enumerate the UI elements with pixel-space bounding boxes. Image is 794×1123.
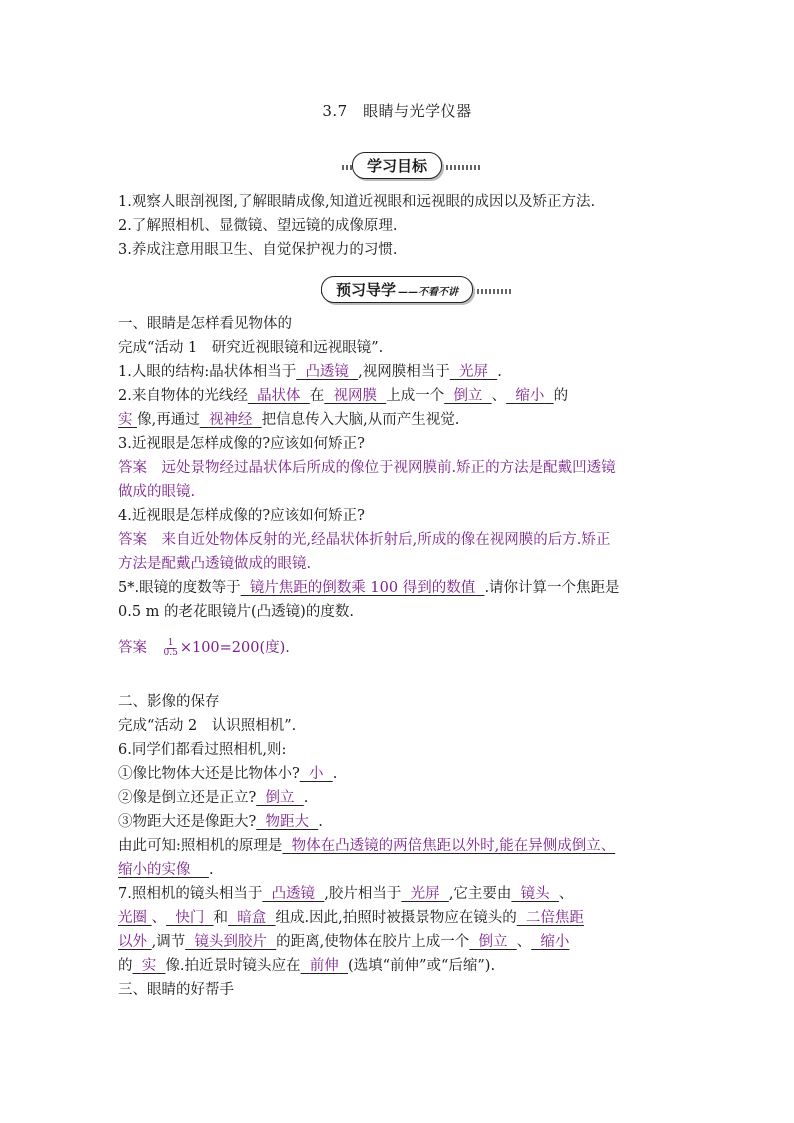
question-5 bbox=[118, 576, 678, 600]
text: . bbox=[497, 364, 502, 380]
answer-blank: 倒立 bbox=[265, 790, 295, 806]
answer-blank: 光屏 bbox=[410, 886, 440, 902]
answer-blank: 镜头 bbox=[520, 886, 550, 902]
answer-3-cont: 做成的眼镜. bbox=[118, 484, 196, 500]
text: 把信息传入大脑,从而产生视觉. bbox=[261, 412, 460, 428]
activity-line: 完成“活动 2 认识照相机”. bbox=[118, 718, 297, 734]
answer-label: 答案 bbox=[118, 460, 147, 476]
answer-blank: 凸透镜 bbox=[271, 886, 316, 902]
question-6-item: ②像是倒立还是正立? 倒立 . bbox=[118, 790, 309, 806]
answer-blank: 实 bbox=[118, 412, 133, 428]
answer-blank: 镜头到胶片 bbox=[194, 934, 267, 950]
learning-goals-banner bbox=[352, 152, 442, 178]
answer-label: 答案 bbox=[118, 532, 147, 548]
answer-blank: 缩小 bbox=[540, 934, 570, 950]
question-6: 6.同学们都看过照相机,则: bbox=[118, 742, 287, 758]
answer-blank: 光圈 bbox=[118, 910, 147, 926]
answer-blank: 镜片焦距的倒数乘 100 得到的数值 bbox=[249, 580, 476, 596]
page-title: 3.7 眼睛与光学仪器 bbox=[322, 102, 472, 120]
question-7-cont: 的 实 像.拍近景时镜头应在 前伸 (选填“前伸”或“后缩”). bbox=[118, 958, 496, 974]
question-2 bbox=[118, 384, 678, 408]
text: 上成一个 bbox=[386, 388, 445, 404]
answer-blank: 暗盒 bbox=[237, 910, 267, 926]
answer-5 bbox=[118, 636, 678, 660]
question-7-cont: 以外 ,调节 镜头到胶片 的距离,使物体在胶片上成一个 倒立 、 缩小 bbox=[118, 934, 570, 950]
answer-blank: 前伸 bbox=[309, 958, 339, 974]
section-1 bbox=[118, 312, 678, 660]
answer-label: 答案 bbox=[118, 640, 147, 656]
question-7: 7.照相机的镜头相当于 凸透镜 ,胶片相当于 光屏 ,它主要由 镜头 、 bbox=[118, 886, 574, 902]
question-6-item: ①像比物体大还是比物体小? 小 . bbox=[118, 766, 338, 782]
section-2 bbox=[118, 690, 678, 1002]
answer-text: 来自近处物体反射的光,经晶状体折射后,所成的像在视网膜的后方.矫正 bbox=[161, 532, 611, 548]
answer-blank: 小 bbox=[309, 766, 324, 782]
question-2-cont bbox=[118, 408, 678, 432]
answer-blank: 二倍焦距 bbox=[525, 910, 584, 926]
banner-label bbox=[321, 276, 473, 303]
banner-sub-text: ——不看不讲 bbox=[398, 287, 459, 298]
answer-blank: 缩小的实像 bbox=[118, 862, 191, 878]
answer-blank: 实 bbox=[141, 958, 157, 974]
answer-text: 远处景物经过晶状体后所成的像位于视网膜前.矫正的方法是配戴凹透镜 bbox=[161, 460, 616, 476]
text: 5*.眼镜的度数等于 bbox=[118, 580, 241, 596]
answer-text: ×100=200(度). bbox=[179, 640, 290, 656]
answer-blank: 快门 bbox=[175, 910, 205, 926]
activity-line: 完成“活动 1 研究近视眼镜和远视眼镜”. bbox=[118, 340, 384, 356]
banner-label: 学习目标 bbox=[352, 152, 442, 179]
answer-blank: 倒立 bbox=[478, 934, 508, 950]
question-7-cont: 光圈 、 快门 和 暗盒 组成.因此,拍照时被摄景物应在镜头的 二倍焦距 bbox=[118, 910, 584, 926]
question-5-cont: 0.5 m 的老花眼镜片(凸透镜)的度数. bbox=[118, 604, 354, 620]
answer-blank: 物体在凸透镜的两倍焦距以外时,能在异侧成倒立、 bbox=[291, 838, 616, 854]
text: ,视网膜相当于 bbox=[358, 364, 450, 380]
question-6-item: ③物距大还是像距大? 物距大 . bbox=[118, 814, 323, 830]
conclusion: 由此可知:照相机的原理是 物体在凸透镜的两倍焦距以外时,能在异侧成倒立、 bbox=[118, 838, 616, 854]
answer-blank: 物距大 bbox=[265, 814, 309, 830]
answer-3 bbox=[118, 456, 678, 480]
answer-blank: 凸透镜 bbox=[305, 364, 349, 380]
goal-item: 2.了解照相机、显微镜、望远镜的成像原理. bbox=[118, 218, 398, 234]
answer-blank: 视网膜 bbox=[333, 388, 377, 404]
text: 在 bbox=[309, 388, 325, 404]
answer-blank: 缩小 bbox=[515, 388, 545, 404]
answer-blank: 光屏 bbox=[458, 364, 488, 380]
section-heading: 一、眼睛是怎样看见物体的 bbox=[118, 316, 292, 332]
text: 、 bbox=[491, 388, 507, 404]
answer-4 bbox=[118, 528, 678, 552]
answer-4-cont: 方法是配戴凸透镜做成的眼镜. bbox=[118, 556, 312, 572]
question-3: 3.近视眼是怎样成像的?应该如何矫正? bbox=[118, 436, 365, 452]
answer-blank: 倒立 bbox=[453, 388, 483, 404]
question-4: 4.近视眼是怎样成像的?应该如何矫正? bbox=[118, 508, 365, 524]
fraction: $\frac{1}{0.5}$ bbox=[163, 637, 178, 658]
text: 像,再通过 bbox=[137, 412, 200, 428]
preview-guide-banner bbox=[321, 276, 473, 302]
text: .请你计算一个焦距是 bbox=[484, 580, 620, 596]
goals-list bbox=[118, 190, 678, 262]
conclusion-cont: 缩小的实像 . bbox=[118, 862, 214, 878]
text: 2.来自物体的光线经 bbox=[118, 388, 248, 404]
text: 的 bbox=[553, 388, 569, 404]
answer-blank: 以外 bbox=[118, 934, 147, 950]
goal-item: 1.观察人眼剖视图,了解眼睛成像,知道近视眼和远视眼的成因以及矫正方法. bbox=[118, 194, 596, 210]
goal-item: 3.养成注意用眼卫生、自觉保护视力的习惯. bbox=[118, 242, 398, 258]
answer-blank: 视神经 bbox=[208, 412, 253, 428]
text: 1.人眼的结构:晶状体相当于 bbox=[118, 364, 297, 380]
question-1 bbox=[118, 360, 678, 384]
section-heading: 二、影像的保存 bbox=[118, 694, 220, 710]
banner-main-text: 预习导学 bbox=[335, 281, 397, 299]
section-heading: 三、眼睛的好帮手 bbox=[118, 982, 234, 998]
answer-blank: 晶状体 bbox=[257, 388, 301, 404]
